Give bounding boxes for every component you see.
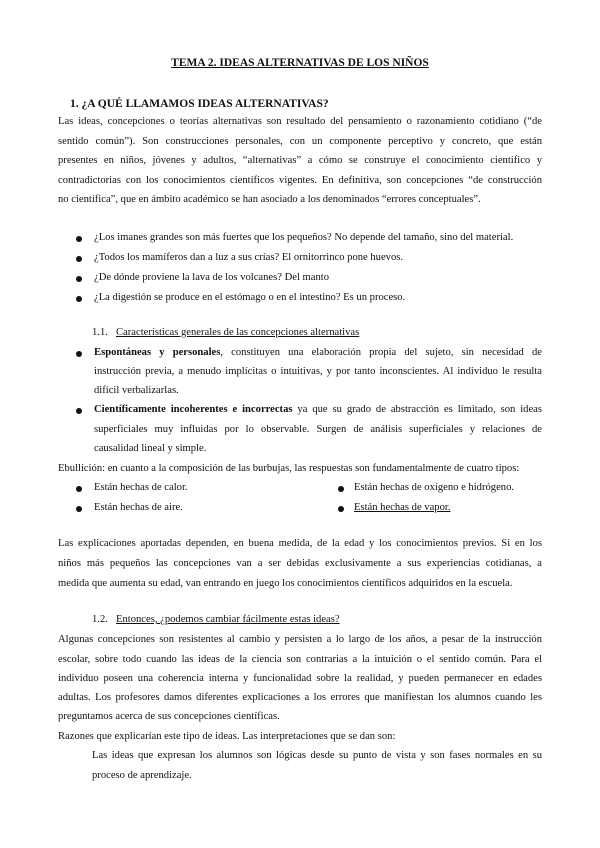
paragraph-line: presentes en niños, jóvenes y adultos, “alternativas” a cómo se construye el conocimiento científico y	[58, 155, 542, 166]
document-title: TEMA 2. IDEAS ALTERNATIVAS DE LOS NIÑOS	[171, 57, 429, 69]
section-1-heading: 1. ¿A QUÉ LLAMAMOS IDEAS ALTERNATIVAS?	[70, 98, 329, 110]
paragraph-line: Algunas concepciones son resistentes al cambio y persisten a lo largo de los años, a pesar de la instrucción	[58, 634, 542, 645]
quote-line: Las ideas que expresan los alumnos son lógicas desde su punto de vista y son fases normales en su	[92, 750, 542, 761]
paragraph-line: niños más pequeños las concepciones van a ser debidas exclusivamente a sus experiencias cotidianas, a	[58, 558, 542, 569]
bullet-icon	[76, 236, 82, 242]
bullet-icon	[76, 351, 82, 357]
bullet-icon	[338, 486, 344, 492]
paragraph-line: preguntamos acerca de sus concepciones científicas.	[58, 711, 280, 722]
quote-line: proceso de aprendizaje.	[92, 770, 192, 781]
paragraph-line: escolar, sobre todo cuando las ideas de la ciencia son contrarias a la intuición o el sentido común. Para el	[58, 654, 542, 665]
bullet-item: ¿Los imanes grandes son más fuertes que los pequeños? No depende del tamaño, sino del material.	[94, 232, 514, 243]
bullet-icon	[76, 276, 82, 282]
option-item: Están hechas de oxígeno e hidrógeno.	[354, 482, 515, 493]
characteristic-term: Espontáneas y personales	[94, 347, 221, 358]
ebullicion-line: Ebullición: en cuanto a la composición de las burbujas, las respuestas son fundamentalmente de cuatro tipos:	[58, 463, 520, 474]
bullet-item: ¿Todos los mamíferos dan a luz a sus crías? El ornitorrinco pone huevos.	[94, 252, 404, 263]
option-item: Están hechas de calor.	[94, 482, 188, 493]
bullet-icon	[76, 486, 82, 492]
bullet-icon	[76, 296, 82, 302]
characteristic-item: Científicamente incoherentes e incorrectas ya que su grado de abstracción es limitado, son ideas	[94, 404, 542, 415]
bullet-icon	[76, 256, 82, 262]
option-item: Están hechas de aire.	[94, 502, 183, 513]
bullet-item: ¿La digestión se produce en el estómago o en el intestino? Es un proceso.	[94, 292, 406, 303]
bullet-item: ¿De dónde proviene la lava de los volcanes? Del manto	[94, 272, 330, 283]
paragraph-line: sentido común”). Son construcciones personales, con un componente perceptivo y concreto, que están	[58, 136, 542, 147]
characteristic-line: difícil verbalizarlas.	[94, 385, 179, 396]
paragraph-line: contradictorias con los conocimientos científicos vigentes. En definitiva, son concepciones “de construcción	[58, 175, 542, 186]
paragraph-line: no científica”, que en ámbito académico se han asociado a los denominados “errores conceptuales”.	[58, 194, 481, 205]
paragraph-line: Las explicaciones aportadas dependen, en buena medida, de la edad y los conocimientos previos. Si en los	[58, 538, 542, 549]
razones-line: Razones que explicarían este tipo de ideas. Las interpretaciones que se dan son:	[58, 731, 396, 742]
bullet-icon	[76, 408, 82, 414]
paragraph-line: adultas. Los profesores damos diferentes explicaciones a los errores que manifiestan los alumnos cuando les	[58, 692, 542, 703]
paragraph-line: medida que aumenta su edad, van entrando en juego los conocimientos científicos adquiridos en la escuela.	[58, 578, 513, 589]
paragraph-line: individuo poseen una coherencia interna y funcionalidad sobre la realidad, y pueden permanecer en edades	[58, 673, 542, 684]
characteristic-line: causalidad lineal y simple.	[94, 443, 207, 454]
subsection-1-2-heading: Entonces, ¿podemos cambiar fácilmente estas ideas?	[116, 614, 340, 625]
subsection-number: 1.1.	[92, 327, 108, 338]
characteristic-item: Espontáneas y personales, constituyen una elaboración propia del sujeto, sin necesidad de	[94, 347, 542, 358]
characteristic-line: instrucción previa, a menudo implícitas o intuitivas, y por tanto inconscientes. Al individuo le resulta	[94, 366, 542, 377]
subsection-number: 1.2.	[92, 614, 108, 625]
paragraph-line: Las ideas, concepciones o teorías alternativas son resultado del pensamiento o razonamiento cotidiano (“de	[58, 116, 542, 127]
subsection-1-1-heading: Características generales de las concepciones alternativas	[116, 327, 360, 338]
bullet-icon	[338, 506, 344, 512]
characteristic-line: superficiales muy influidas por lo observable. Surgen de análisis superficiales y relaciones de	[94, 424, 542, 435]
characteristic-term: Científicamente incoherentes e incorrectas	[94, 404, 293, 415]
bullet-icon	[76, 506, 82, 512]
option-item: Están hechas de vapor.	[354, 502, 451, 513]
